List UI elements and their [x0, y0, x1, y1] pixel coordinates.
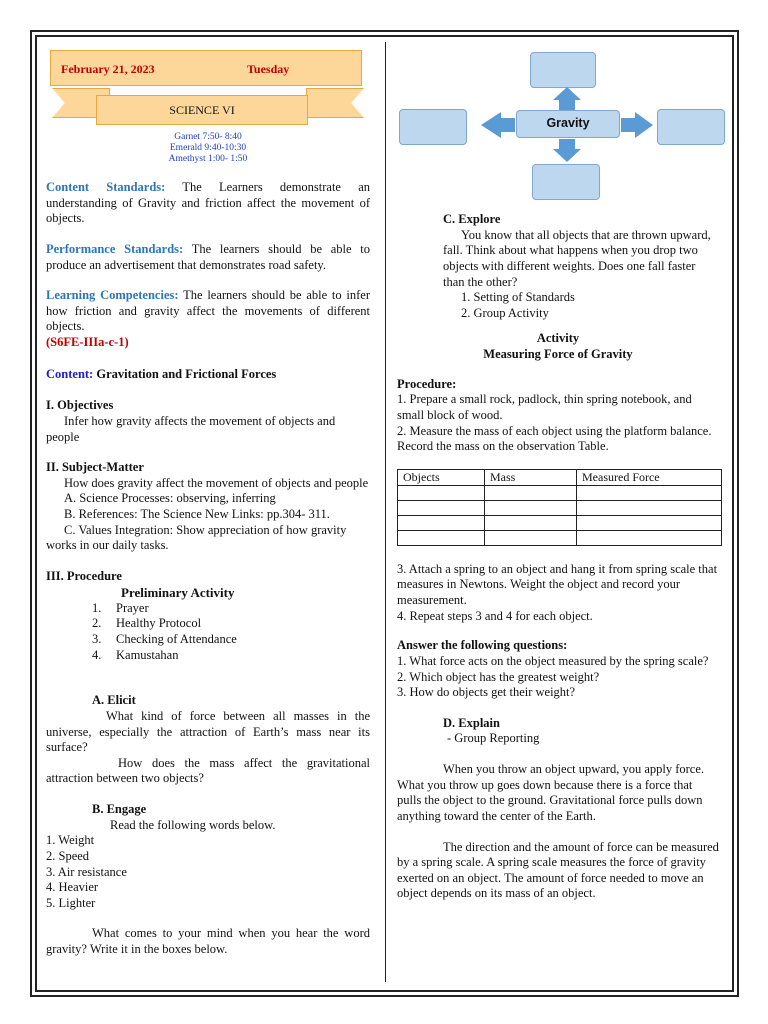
engage-word: 1. Weight: [46, 833, 95, 848]
table-cell[interactable]: [577, 485, 722, 500]
procedure-heading: III. Procedure: [46, 568, 122, 583]
table-cell[interactable]: [485, 500, 577, 515]
table-cell[interactable]: [485, 485, 577, 500]
table-cell[interactable]: [398, 485, 485, 500]
question-3: 3. How do objects get their weight?: [397, 685, 576, 700]
table-cell[interactable]: [577, 500, 722, 515]
column-header-objects: Objects: [398, 469, 485, 485]
content-standards-label: Content Standards:: [46, 180, 166, 194]
procedure-step-3: 3. Attach a spring to an object and hang it from spring scale that measures in Newtons. Weight the object and record your measurement.: [397, 561, 718, 607]
question-2: 2. Which object has the greatest weight?: [397, 669, 600, 684]
table-header-row: [398, 469, 722, 485]
activity-subtitle: Measuring Force of Gravity: [483, 347, 633, 361]
gravity-center-label: Gravity: [546, 116, 590, 131]
ribbon-right-tail: [306, 88, 364, 118]
competency-code: (S6FE-IIIa-c-1): [46, 335, 129, 349]
schedule-entry: Emerald 9:40-10:30: [169, 142, 247, 153]
engage-intro: Read the following words below.: [110, 817, 276, 832]
list-label: Checking of Attendance: [116, 632, 237, 646]
list-item: [92, 616, 370, 632]
learning-competencies: [46, 288, 370, 335]
schedule-entry: Garnet 7:50- 8:40: [174, 132, 242, 142]
performance-standards-label: Performance Standards:: [46, 241, 184, 256]
engage-word: 4. Heavier: [46, 880, 99, 895]
table-cell[interactable]: [485, 530, 577, 545]
observation-table: [397, 469, 722, 546]
list-item: [92, 632, 370, 648]
performance-standards-text: The learners should be able to produce an advertisement that demonstrates road safety.: [46, 241, 371, 272]
values-integration: C. Values Integration: Show appreciation of how gravity works in our daily tasks.: [46, 522, 347, 553]
list-number: 4.: [92, 647, 102, 662]
table-cell[interactable]: [577, 515, 722, 530]
elicit-heading: A. Elicit: [92, 693, 136, 708]
explain-heading: D. Explain: [443, 715, 500, 730]
list-item: [92, 601, 370, 617]
lesson-day: Tuesday: [247, 62, 290, 76]
procedure-step-1: 1. Prepare a small rock, padlock, thin spring notebook, and small block of wood.: [397, 392, 692, 422]
lesson-date: February 21, 2023: [61, 62, 155, 76]
date-banner: [50, 50, 362, 86]
performance-standards: [46, 242, 370, 273]
table-cell[interactable]: [485, 515, 577, 530]
explore-item: 2. Group Activity: [461, 305, 549, 320]
questions-heading: Answer the following questions:: [397, 638, 568, 653]
objectives-text: Infer how gravity affects the movement of objects and people: [46, 413, 336, 444]
table-cell[interactable]: [398, 515, 485, 530]
explain-paragraph-1: When you throw an object upward, you apply force. What you throw up goes down because there is a force that pulls the object to the ground. Gravitational force pulls down anything toward the center of the Earth.: [397, 762, 705, 823]
learning-competencies-label: Learning Competencies:: [46, 288, 179, 303]
content-standards: [46, 180, 370, 227]
header-banner: [46, 48, 370, 166]
list-label: Healthy Protocol: [116, 616, 202, 631]
content-standards-text: The Learners demonstrate an understanding of Gravity and friction affect the movement of objects.: [46, 180, 370, 226]
objectives-heading: I. Objectives: [46, 398, 114, 413]
procedure-label: Procedure:: [397, 376, 457, 391]
schedule-entry: Amethyst 1:00- 1:50: [168, 153, 248, 164]
table-row: [398, 530, 722, 545]
arrow-down-icon: [553, 139, 581, 162]
table-row: [398, 515, 722, 530]
arrow-right-icon: [621, 112, 653, 138]
explore-text: You know that all objects that are thrown upward, fall. Think about what happens when you drop two objects with different weights. Does one fall faster than the other?: [443, 227, 711, 289]
procedure-step-4: 4. Repeat steps 3 and 4 for each object.: [397, 608, 593, 623]
list-number: 2.: [92, 616, 102, 631]
arrow-left-icon: [481, 112, 515, 138]
right-column: [397, 48, 719, 902]
activity-title: Activity: [536, 331, 580, 346]
elicit-question-1: What kind of force between all masses in the universe, especially the attraction of Earth’s mass near its surface?: [46, 708, 370, 755]
column-divider: [385, 42, 386, 982]
subject-matter-text: How does gravity affect the movement of objects and people: [64, 475, 369, 490]
arrow-up-icon: [553, 87, 581, 110]
content-topic-label: Content:: [46, 366, 94, 381]
engage-word: 5. Lighter: [46, 895, 96, 910]
table-row: [398, 485, 722, 500]
engage-heading: B. Engage: [92, 802, 147, 816]
engage-prompt: What comes to your mind when you hear the word gravity? Write it in the boxes below.: [46, 926, 370, 956]
list-label: Prayer: [116, 600, 149, 615]
subject-matter-heading: II. Subject-Matter: [46, 460, 144, 475]
column-header-mass: Mass: [485, 469, 577, 485]
list-label: Kamustahan: [116, 647, 179, 662]
table-cell[interactable]: [398, 530, 485, 545]
list-number: 3.: [92, 632, 102, 646]
elicit-question-2: How does the mass affect the gravitational attraction between two objects?: [46, 755, 370, 786]
science-processes: A. Science Processes: observing, inferring: [64, 491, 276, 506]
engage-word: 3. Air resistance: [46, 864, 127, 879]
subject-ribbon: [96, 95, 308, 125]
explain-sub: - Group Reporting: [447, 731, 540, 746]
engage-word: 2. Speed: [46, 848, 90, 863]
list-number: 1.: [92, 600, 102, 615]
explain-paragraph-2: The direction and the amount of force can be measured by a spring scale. A spring scale measures the force of gravity exerted on an object. The amount of force needed to move an object depends on its mass of an object.: [397, 839, 719, 901]
list-item: [92, 648, 370, 664]
arrows-layer: [397, 48, 727, 208]
explore-heading: C. Explore: [443, 212, 501, 226]
explore-item: 1. Setting of Standards: [461, 290, 575, 305]
table-cell[interactable]: [577, 530, 722, 545]
class-schedule: [46, 132, 370, 165]
subject-title: SCIENCE VI: [169, 102, 235, 117]
table-cell[interactable]: [398, 500, 485, 515]
column-header-measured-force: Measured Force: [577, 469, 722, 485]
left-column: [46, 48, 370, 958]
references: B. References: The Science New Links: pp.304- 311.: [64, 507, 330, 521]
preliminary-activity-heading: Preliminary Activity: [121, 584, 235, 600]
content-topic-text: Gravitation and Frictional Forces: [96, 366, 277, 381]
learning-competencies-text: The learners should be able to infer how friction and gravity affect the movements of different objects.: [46, 288, 371, 334]
preliminary-list: [46, 601, 370, 664]
table-row: [398, 500, 722, 515]
procedure-step-2: 2. Measure the mass of each object using the platform balance. Record the mass on the observation Table.: [397, 423, 712, 454]
question-1: 1. What force acts on the object measured by the spring scale?: [397, 653, 709, 668]
content-topic: [46, 367, 370, 383]
gravity-concept-map: [397, 48, 727, 208]
